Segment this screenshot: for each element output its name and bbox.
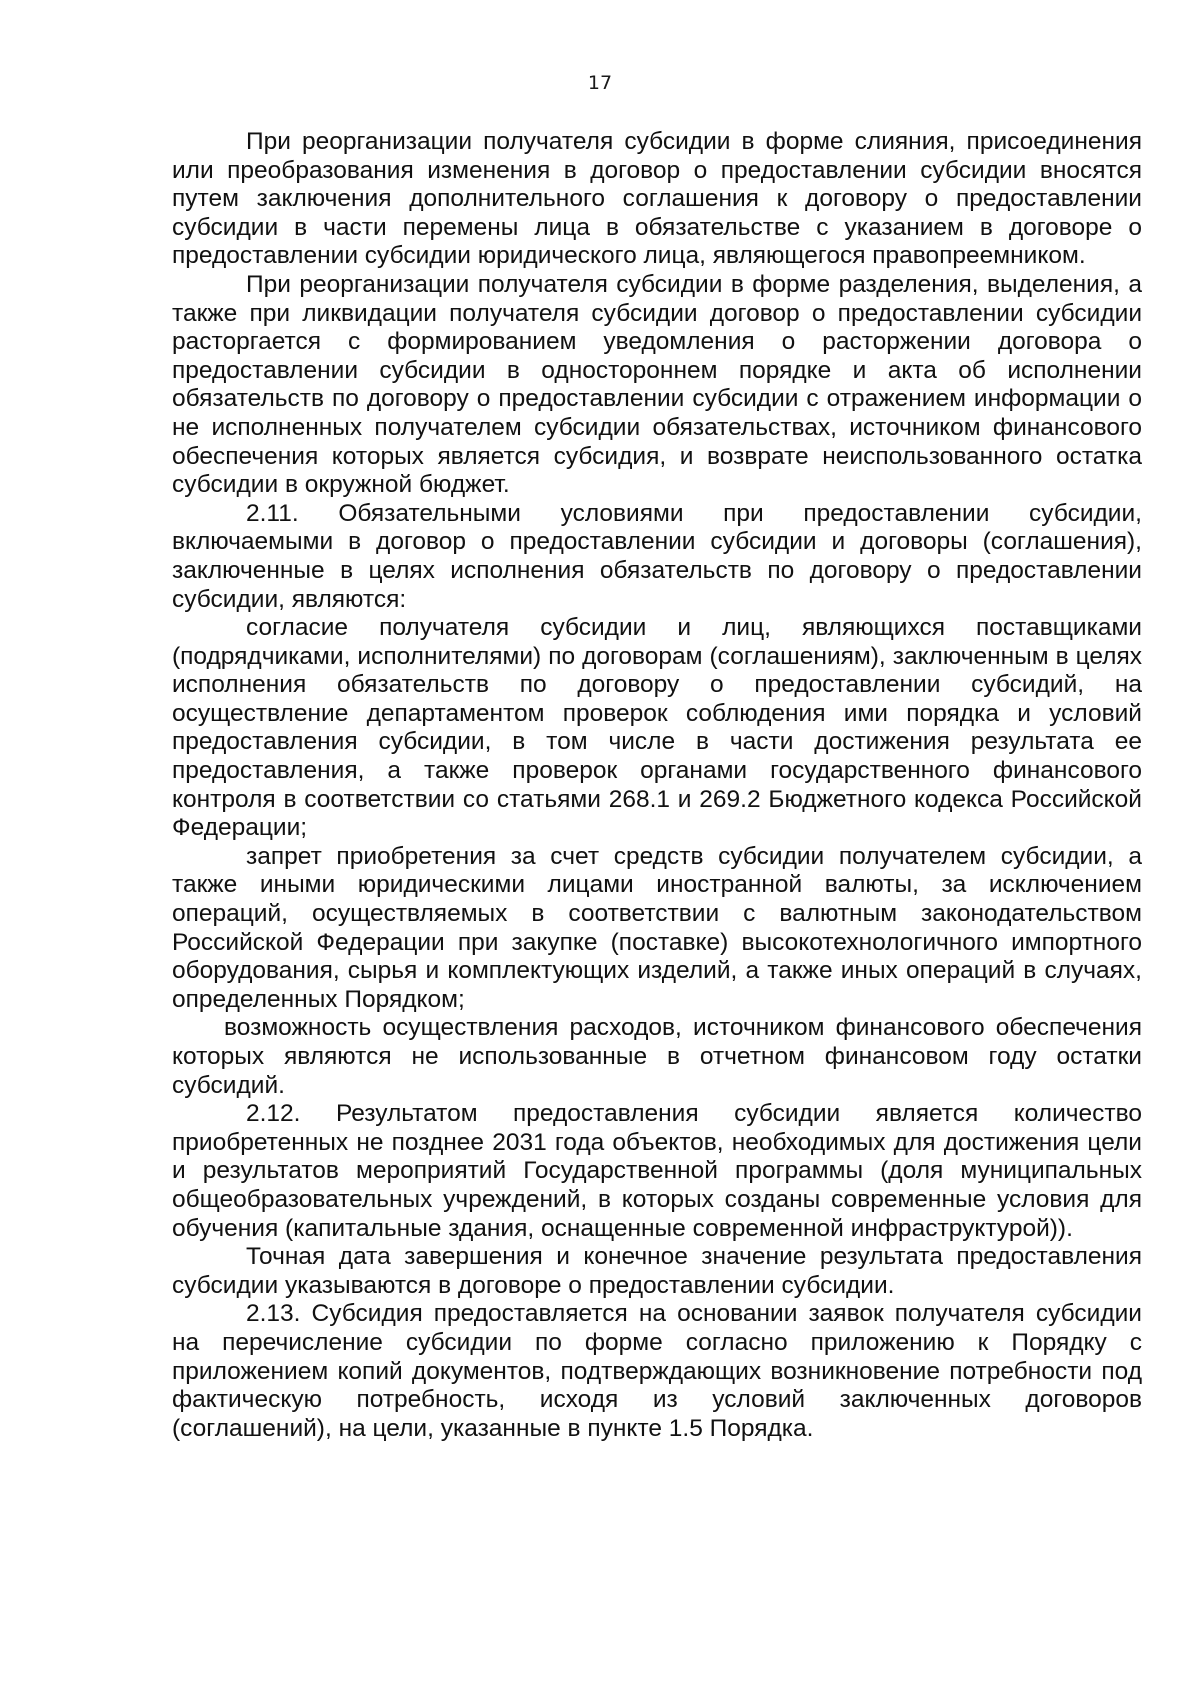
document-body [172, 128, 1142, 1443]
paragraph-result-date: Точная дата завершения и конечное значение результата предоставления субсидии указываются в договоре о предоставлении субсидии. [172, 1243, 1142, 1299]
paragraph-2-11: 2.11. Обязательными условиями при предоставлении субсидии, включаемыми в договор о предоставлении субсидии и договоры (соглашения), заключенные в целях исполнения обязательств по договору о предоставлении субсидии, являются: [172, 499, 1142, 613]
paragraph-2-12: 2.12. Результатом предоставления субсидии является количество приобретенных не позднее 2031 года объектов, необходимых для достижения цели и результатов мероприятий Государственной программы (доля муниципальных общеобразовательных учреждений, в которых созданы современные условия для обучения (капитальные здания, оснащенные современной инфраструктурой)). [172, 1100, 1142, 1242]
paragraph-unused-balances: возможность осуществления расходов, источником финансового обеспечения которых являются не использованные в отчетном финансовом году остатки субсидий. [172, 1014, 1142, 1099]
paragraph-consent: согласие получателя субсидии и лиц, являющихся поставщиками (подрядчиками, исполнителями) по договорам (соглашениям), заключенным в целях исполнения обязательств по договору о предоставлении субсидий, на осуществление департаментом проверок соблюдения ими порядка и условий предоставления субсидии, в том числе в части достижения результата ее предоставления, а также проверок органами государственного финансового контроля в соответствии со статьями 268.1 и 269.2 Бюджетного кодекса Российской Федерации; [172, 614, 1142, 842]
page-number: 17 [587, 72, 613, 94]
paragraph-currency-ban: запрет приобретения за счет средств субсидии получателем субсидии, а также иными юридическими лицами иностранной валюты, за исключением операций, осуществляемых в соответствии с валютным законодательством Российской Федерации при закупке (поставке) высокотехнологичного импортного оборудования, сырья и комплектующих изделий, а также иных операций в случаях, определенных Порядком; [172, 842, 1142, 1013]
paragraph-2-13: 2.13. Субсидия предоставляется на основании заявок получателя субсидии на перечисление субсидии по форме согласно приложению к Порядку с приложением копий документов, подтверждающих возникновение потребности под фактическую потребность, исходя из условий заключенных договоров (соглашений), на цели, указанные в пункте 1.5 Порядка. [172, 1300, 1142, 1442]
paragraph-reorganization-merger: При реорганизации получателя субсидии в форме слияния, присоединения или преобразования изменения в договор о предоставлении субсидии вносятся путем заключения дополнительного соглашения к договору о предоставлении субсидии в части перемены лица в обязательстве с указанием в договоре о предоставлении субсидии юридического лица, являющегося правопреемником. [172, 128, 1142, 270]
paragraph-reorganization-division: При реорганизации получателя субсидии в форме разделения, выделения, а также при ликвидации получателя субсидии договор о предоставлении субсидии расторгается с формированием уведомления о расторжении договора о предоставлении субсидии в одностороннем порядке и акта об исполнении обязательств по договору о предоставлении субсидии с отражением информации о не исполненных получателем субсидии обязательствах, источником финансового обеспечения которых является субсидия, и возврате неиспользованного остатка субсидии в окружной бюджет. [172, 270, 1142, 499]
